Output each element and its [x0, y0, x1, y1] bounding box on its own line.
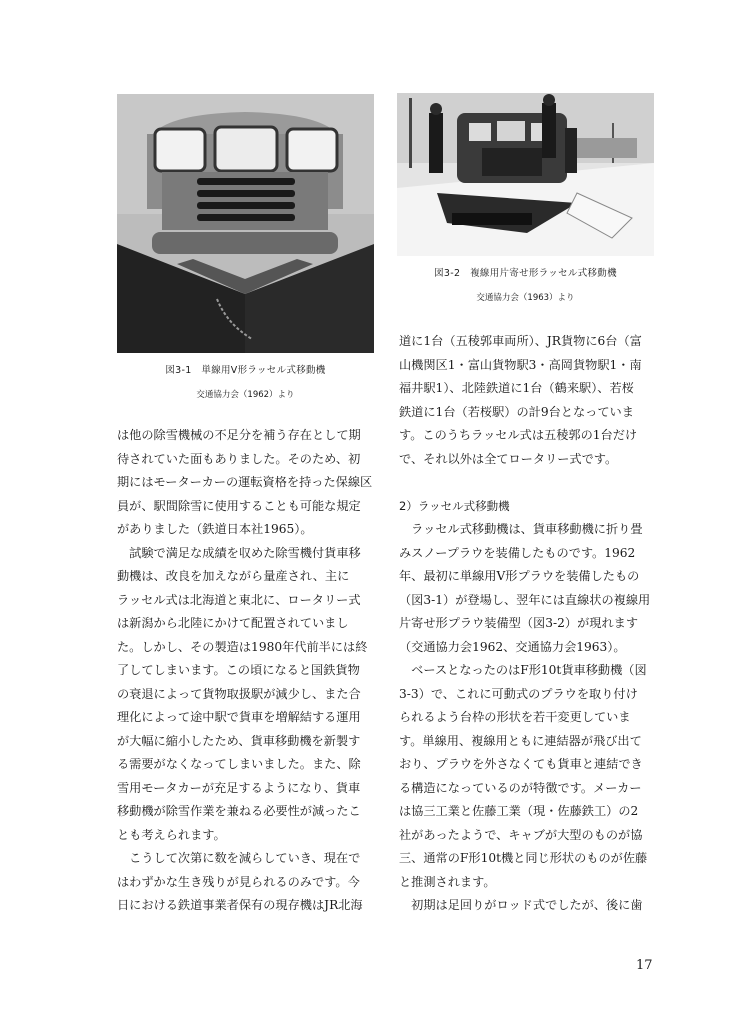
text-line: ベースとなったのはF形10t貨車移動機（図 [399, 663, 647, 677]
text-line: 3-3）で、これに可動式のプラウを取り付け [399, 686, 638, 701]
text-line: 動機は、改良を加えながら量産され、主に [117, 569, 350, 583]
figure-3-2-source: 交通協力会（1963）より [476, 293, 575, 303]
text-line: られるよう台枠の形状を若干変更していま [399, 710, 631, 724]
paragraph-gap [399, 471, 661, 495]
text-line: 鉄道に1台（若桜駅）の計9台となっていま [399, 404, 634, 419]
text-line: はわずかな生き残りが見られるのみです。今 [117, 874, 360, 889]
right-text-column [399, 330, 661, 918]
text-line: 理化によって途中駅で貨車を増解結する運用 [117, 710, 361, 724]
text-line: ラッセル式は北海道と東北に、ロータリー式 [117, 592, 361, 607]
text-line: す。このうちラッセル式は五稜郭の1台だけ [399, 428, 638, 442]
section-heading: 2）ラッセル式移動機 [399, 498, 510, 513]
text-line: 三、通常のF形10t機と同じ形状のものが佐藤 [399, 851, 648, 865]
text-line: は他の除雪機械の不足分を補う存在として期 [117, 428, 361, 442]
text-line: 員が、駅間除雪に使用することも可能な規定 [117, 498, 361, 513]
text-line: 待されていた面もありました。そのため、初 [117, 451, 361, 466]
text-line: 福井駅1）、北陸鉄道に1台（鶴来駅）、若桜 [399, 381, 634, 395]
figure-3-2-photo [397, 93, 654, 256]
text-line: 年、最初に単線用V形プラウを装備したもの [399, 569, 640, 583]
text-line: 日における鉄道事業者保有の現存機はJR北海 [117, 898, 363, 912]
text-line: とも考えられます。 [117, 827, 226, 842]
text-line: た。しかし、その製造は1980年代前半には終 [117, 639, 368, 654]
text-line: 社があったようで、キャブが大型のものが協 [399, 827, 643, 842]
text-line: 了してしまいます。この頃になると国鉄貨物 [117, 663, 360, 677]
text-line: 雪用モータカーが充足するようになり、貨車 [117, 780, 361, 795]
figure-3-1-caption: 図3-1 単線用V形ラッセル式移動機 [165, 365, 326, 376]
text-line: で、それ以外は全てロータリー式です。 [399, 451, 618, 466]
text-line: は新潟から北陸にかけて配置されていまし [117, 616, 349, 630]
text-line: こうして次第に数を減らしていき、現在で [117, 851, 361, 865]
text-line: 初期は足回りがロッド式でしたが、後に歯 [399, 898, 643, 912]
text-line: す。単線用、複線用ともに連結器が飛び出て [399, 733, 642, 748]
figure-3-1-source: 交通協力会（1962）より [196, 390, 295, 400]
text-line: （図3-1）が登場し、翌年には直線状の複線用 [399, 592, 651, 607]
text-line: と推測されます。 [399, 874, 496, 889]
text-line: 移動機が除雪作業を兼ねる必要性が減ったこ [117, 804, 361, 818]
left-text-column [117, 424, 377, 918]
text-line: 片寄せ形プラウ装備型（図3-2）が現れます [399, 616, 639, 630]
text-line: みスノープラウを装備したものです。1962 [399, 545, 636, 560]
text-line: 期にはモーターカーの運転資格を持った保線区 [117, 475, 373, 489]
text-line: 試験で満足な成績を収めた除雪機付貨車移 [117, 545, 361, 560]
text-line: （交通協力会1962、交通協力会1963）。 [399, 639, 626, 654]
text-line: ラッセル式移動機は、貨車移動機に折り畳 [399, 522, 643, 536]
text-line: の衰退によって貨物取扱駅が減少し、また合 [117, 686, 361, 701]
text-line: 道に1台（五稜郭車両所）、JR貨物に6台（富 [399, 334, 642, 348]
text-line: る需要がなくなってしまいました。また、除 [117, 757, 361, 771]
figure-3-2-caption: 図3-2 複線用片寄せ形ラッセル式移動機 [434, 268, 617, 279]
text-line: が大幅に縮小したため、貨車移動機を新製す [117, 733, 361, 748]
text-line: 山機関区1・富山貨物駅3・高岡貨物駅1・南 [399, 357, 642, 372]
text-line: る構造になっているのが特徴です。メーカー [399, 780, 642, 795]
text-line: がありました（鉄道日本社1965）。 [117, 522, 313, 536]
text-line: おり、プラウを外さなくても貨車と連結でき [399, 757, 643, 771]
figure-3-1-photo [117, 94, 374, 353]
page-number: 17 [636, 958, 653, 973]
text-line: は協三工業と佐藤工業（現・佐藤鉄工）の2 [399, 804, 639, 818]
